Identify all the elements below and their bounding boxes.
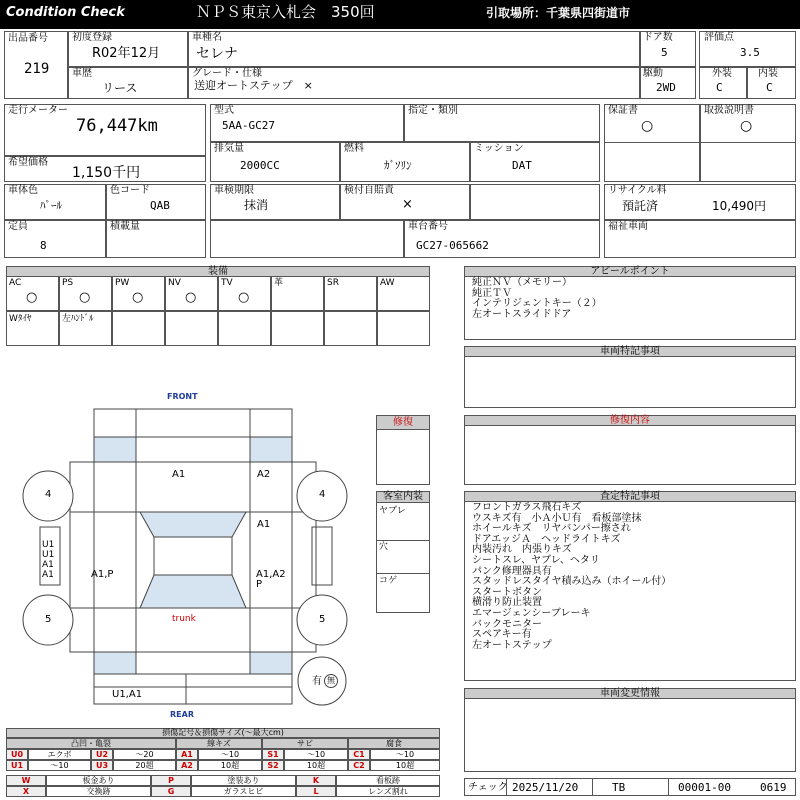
appeal-item: インテリジェントキー（２）: [472, 298, 602, 310]
legend-desc: 看板跡: [336, 775, 440, 786]
score-value: 3.5: [740, 46, 760, 59]
equip-cell-5: [271, 276, 324, 311]
equip-mark: ○: [79, 290, 91, 305]
inspection-note-item: シートスレ、ヤブレ、ヘタリ: [472, 555, 600, 566]
right-rear-door-damage-2: P: [256, 579, 263, 590]
legend-code: L: [296, 786, 336, 797]
interior-sep-1: [376, 540, 430, 541]
equip-cell-row2-4: [218, 311, 271, 346]
inspection-label: 車検期限: [214, 185, 254, 196]
legend-desc: エクボ: [28, 749, 91, 760]
legend-code: S1: [262, 749, 284, 760]
right-front-door-damage: A1: [257, 519, 271, 530]
equip-cell-row2-7: [377, 311, 430, 346]
equip-cell-3: [165, 276, 218, 311]
equip-cell-0: [6, 276, 59, 311]
legend-desc: 10超: [198, 760, 262, 771]
inspection-note-item: 横滑り防止装置: [472, 597, 542, 609]
legend-code: W: [6, 775, 46, 786]
legend-group: 凸凹・亀裂: [6, 738, 176, 749]
check-date: 2025/11/20: [512, 781, 579, 794]
legend-desc: 板金あり: [46, 775, 151, 786]
equip-cell-7: [377, 276, 430, 311]
trunk-label: trunk: [172, 614, 196, 624]
equip-cell-row2-1: [59, 311, 112, 346]
footer-code: 00001-00: [678, 781, 731, 794]
drive-value: 2WD: [656, 81, 676, 94]
inspection-note-item: フロントガラス飛石キズ: [472, 502, 582, 513]
car-name-label: 車種名: [192, 32, 222, 43]
equip-label: 左ﾊﾝﾄﾞﾙ: [62, 314, 94, 324]
legend-desc: 〜20: [113, 749, 176, 760]
grade-label: グレード・仕様: [192, 68, 262, 79]
blank-cell-2: [210, 220, 404, 258]
front-right-damage: A2: [257, 469, 271, 480]
interior-title: 客室内装: [376, 491, 430, 503]
load-label: 積載量: [110, 221, 140, 232]
equip-label: NV: [168, 278, 181, 288]
check-label: チェック: [468, 782, 508, 793]
recycle-fee: 10,490円: [712, 199, 766, 213]
interior-sep-2: [376, 573, 430, 574]
legend-desc: 20超: [113, 760, 176, 771]
equip-cell-row2-0: [6, 311, 59, 346]
model-value: 5AA-GC27: [222, 119, 275, 132]
check-sep-1: [506, 778, 507, 796]
equip-mark: ○: [26, 290, 38, 305]
capacity-label: 定員: [8, 221, 28, 232]
equipment-title: 装備: [6, 266, 430, 277]
recycle-label: リサイクル料: [608, 185, 667, 196]
legend-title: 損傷記号＆損傷サイズ(〜最大cm): [6, 728, 440, 738]
price-value: 1,150千円: [72, 165, 141, 181]
left-side-damage: A1,P: [91, 569, 114, 580]
welfare-label: 福祉車両: [608, 221, 648, 232]
drive-label: 駆動: [643, 68, 663, 79]
inspection-note-item: ウスキズ有 小Ａ小Ｕ有 看板部塗抹: [472, 512, 642, 524]
legend-group: 線キズ: [176, 738, 262, 749]
int-value: C: [766, 81, 773, 94]
roof-left-damage: [42, 540, 58, 580]
change-info-box: [464, 698, 796, 772]
legend-code: S2: [262, 760, 284, 771]
tire-fr: 4: [319, 489, 326, 500]
mission-value: DAT: [512, 159, 532, 172]
price-label: 希望価格: [8, 157, 48, 168]
equip-cell-1: [59, 276, 112, 311]
inspection-note-item: スタートボタン: [472, 586, 542, 598]
blank-cell: [470, 184, 600, 220]
roof-left-damage-2: U1: [42, 550, 55, 560]
equip-label: PW: [115, 278, 130, 288]
lot-no-label: 出品番号: [8, 33, 48, 44]
check-sep-3: [668, 778, 669, 796]
equip-mark: ○: [132, 290, 144, 305]
legend-code: K: [296, 775, 336, 786]
pickup-location: 引取場所：千葉県四街道市: [486, 6, 631, 20]
legend-desc: 〜10: [198, 749, 262, 760]
front-label: FRONT: [167, 392, 198, 401]
check-sep-2: [592, 778, 593, 796]
roof-left-damage-4: A1: [42, 570, 54, 580]
tire-fl: 4: [45, 489, 52, 500]
appeal-item: 左オートスライドドア: [472, 308, 572, 320]
interior-hole: 穴: [379, 542, 389, 552]
chassis-value: GC27-065662: [416, 239, 489, 252]
footer-number: 0619: [760, 781, 787, 794]
body-color-value: ﾊﾟｰﾙ: [40, 199, 62, 212]
equip-cell-row2-5: [271, 311, 324, 346]
car-name-cell: [188, 31, 640, 67]
chassis-label: 車台番号: [408, 221, 448, 232]
equip-label: AC: [9, 278, 22, 288]
recycle-status: 預託済: [622, 199, 659, 213]
legend-group: サビ: [262, 738, 348, 749]
legend-code: X: [6, 786, 46, 797]
equip-label: SR: [327, 278, 339, 288]
inspection-notes-title: 査定特記事項: [464, 491, 796, 502]
equip-mark: ○: [185, 290, 197, 305]
first-reg-label: 初度登録: [72, 32, 112, 43]
special-notes-title: 車両特記事項: [464, 346, 796, 357]
color-code-label: 色コード: [110, 185, 150, 196]
ext-value: C: [716, 81, 723, 94]
repair-content-title: 修復内容: [464, 415, 796, 426]
lower-border-mid: [604, 142, 700, 143]
fuel-value: ｶﾞｿﾘﾝ: [384, 159, 412, 172]
inspector: TB: [612, 781, 626, 794]
legend-desc: ガラスヒビ: [191, 786, 296, 797]
inspection-note-item: ホイールキズ リヤバンパー擦され: [472, 523, 631, 535]
body-color-label: 車体色: [8, 185, 38, 196]
legend-code: A1: [176, 749, 198, 760]
manual-value: ○: [740, 118, 753, 134]
equip-cell-4: [218, 276, 271, 311]
legend-code: C1: [348, 749, 370, 760]
inspection-note-item: 左オートステップ: [472, 639, 552, 651]
equip-cell-row2-2: [112, 311, 165, 346]
equip-cell-row2-6: [324, 311, 377, 346]
inspection-note-item: バックモニター: [472, 618, 542, 630]
legend-code: U0: [6, 749, 28, 760]
mission-label: ミッション: [474, 143, 524, 154]
capacity-value: 8: [40, 239, 47, 252]
warranty-label: 保証書: [608, 105, 638, 116]
mileage-value: 76,447km: [76, 116, 158, 136]
insurance-label: 検付自賠責: [344, 185, 394, 196]
roof-left-damage-1: U1: [42, 540, 55, 550]
tire-rr: 5: [319, 614, 326, 625]
inspection-value: 抹消: [244, 198, 269, 212]
report-title: Condition Check: [6, 5, 125, 20]
legend-code: P: [151, 775, 191, 786]
legend-desc: 交換跡: [46, 786, 151, 797]
car-name-value: セレナ: [196, 46, 238, 62]
insurance-value: ×: [402, 197, 413, 212]
warranty-value: ○: [641, 118, 654, 134]
interior-burn: コゲ: [379, 576, 398, 586]
grade-value: 送迎オートステップ ×: [194, 79, 313, 92]
doors-label: ドア数: [643, 32, 673, 43]
special-notes-box: [464, 356, 796, 408]
history-value: リース: [102, 81, 138, 95]
roof-left-damage-3: A1: [42, 560, 54, 570]
hood-damage: A1: [172, 469, 186, 480]
repair-content-box: [464, 425, 796, 485]
legend-group: 腐食: [348, 738, 440, 749]
interior-tear: ヤブレ: [379, 506, 406, 516]
score-label: 評価点: [704, 32, 734, 43]
legend-desc: レンズ割れ: [336, 786, 440, 797]
legend-desc: 塗装あり: [191, 775, 296, 786]
right-rear-door-damage: A1,A2: [256, 569, 286, 580]
equip-label: 革: [274, 278, 284, 288]
color-code-value: QAB: [150, 199, 170, 212]
legend-code: U3: [91, 760, 113, 771]
legend-code: U1: [6, 760, 28, 771]
tire-rl: 5: [45, 614, 52, 625]
equip-label: PS: [62, 278, 74, 288]
legend-desc: 〜10: [370, 749, 440, 760]
lower-border-left: [700, 142, 796, 143]
lot-no-value: 219: [24, 61, 50, 77]
legend-desc: 10超: [370, 760, 440, 771]
legend-desc: 〜10: [28, 760, 91, 771]
spare-tire-label: 有: [312, 676, 322, 687]
header-bar: [0, 0, 800, 29]
equip-mark: ○: [238, 290, 250, 305]
ext-label: 外装: [712, 68, 732, 79]
inspection-note-item: スペアキー有: [472, 629, 532, 641]
equip-label: Wﾀｲﾔ: [9, 314, 32, 324]
legend-desc: 〜10: [284, 749, 348, 760]
mileage-label: 走行メーター: [8, 105, 68, 116]
designation-label: 指定・類別: [408, 105, 458, 116]
inspection-note-item: ドアエッジＡ ヘッドライトキズ: [472, 533, 621, 545]
legend-desc: 10超: [284, 760, 348, 771]
equip-label: TV: [221, 278, 233, 288]
displacement-label: 排気量: [214, 143, 244, 154]
equip-cell-2: [112, 276, 165, 311]
inspection-note-item: スタッドレスタイヤ積み込み（ホイール付）: [472, 576, 672, 588]
appeal-title: アピールポイント: [464, 266, 796, 277]
appeal-item: 純正ＮＶ（メモリー）: [472, 277, 572, 288]
history-label: 車歴: [72, 68, 92, 79]
inspection-note-item: エマージェンシーブレーキ: [472, 608, 591, 619]
spare-tire-mark: 無: [324, 674, 338, 688]
legend-code: A2: [176, 760, 198, 771]
model-label: 型式: [214, 105, 234, 116]
manual-label: 取扱説明書: [704, 105, 754, 116]
legend-code: U2: [91, 749, 113, 760]
inspection-note-item: パンク修理器具有: [472, 565, 552, 577]
doors-value: 5: [661, 46, 668, 59]
legend-code: C2: [348, 760, 370, 771]
fuel-label: 燃料: [344, 143, 364, 154]
displacement-value: 2000CC: [240, 159, 280, 172]
equip-cell-row2-3: [165, 311, 218, 346]
equip-label: AW: [380, 278, 395, 288]
inspection-note-item: 内装汚れ 内張りキズ: [472, 544, 572, 556]
repair-mark-title: 修復: [376, 415, 430, 430]
first-reg-value: R02年12月: [92, 46, 161, 61]
rear-label: REAR: [170, 710, 194, 719]
int-label: 内装: [758, 68, 778, 79]
change-info-title: 車両変更情報: [464, 688, 796, 699]
equip-cell-6: [324, 276, 377, 311]
appeal-item: 純正ＴＶ: [472, 287, 512, 299]
legend-code: G: [151, 786, 191, 797]
auction-title: ＮＰＳ東京入札会 350回: [196, 3, 375, 21]
rear-bumper-damage: U1,A1: [112, 689, 143, 700]
